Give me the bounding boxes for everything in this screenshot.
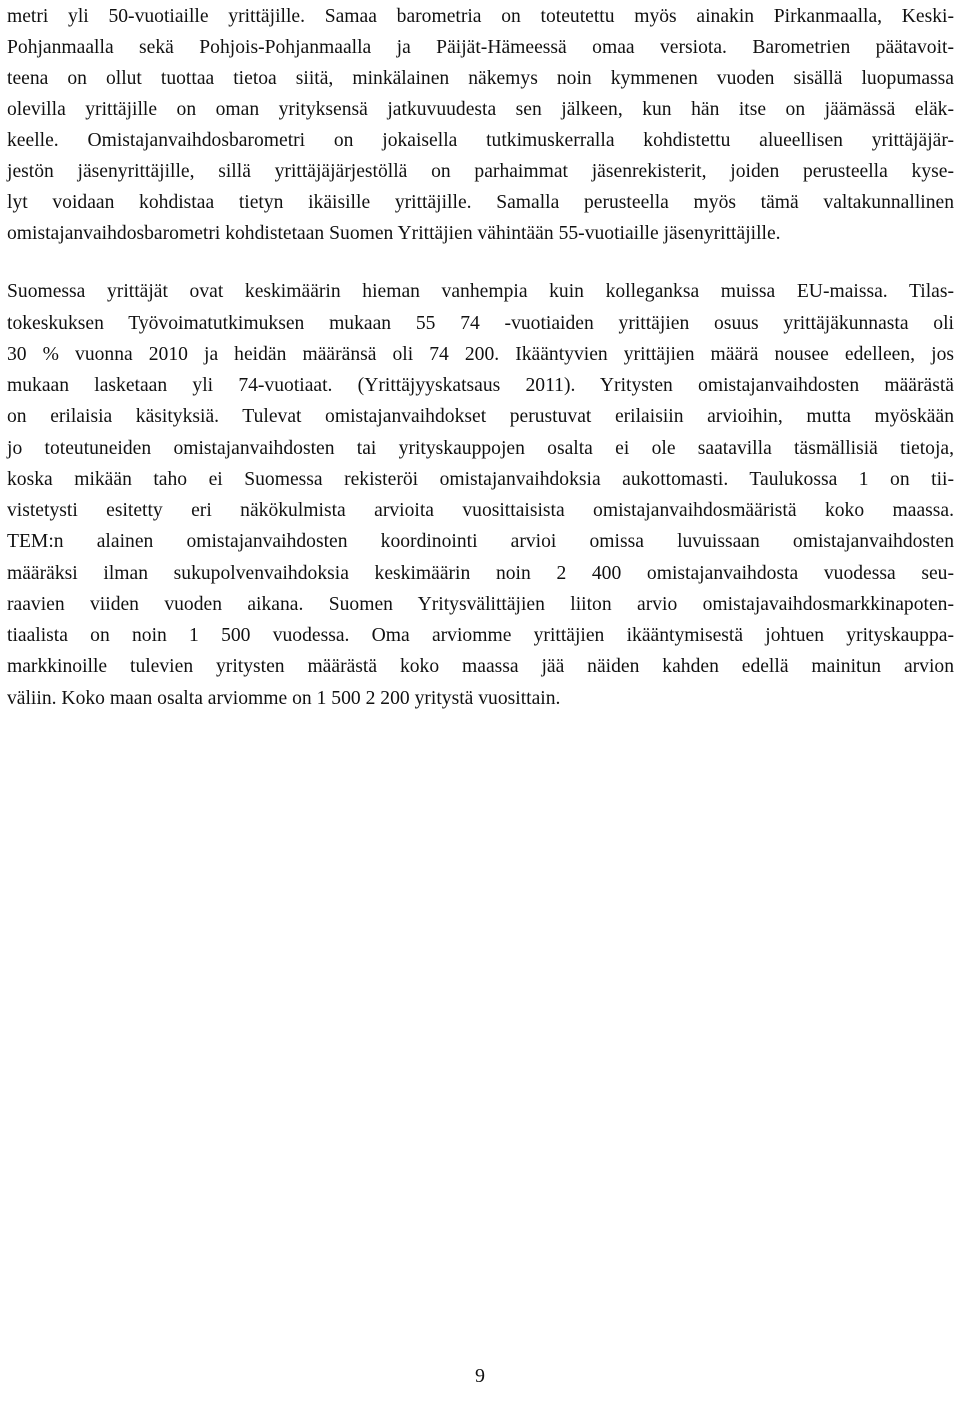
text-line: olevilla yrittäjille on oman yrityksensä jatkuvuudesta sen jälkeen, kun hän itse on jäämässä eläk- bbox=[7, 99, 954, 120]
page-number: 9 bbox=[475, 1365, 485, 1387]
text-line: määräksi ilman sukupolvenvaihdoksia keskimäärin noin 2 400 omistajanvaihdosta vuodessa seu- bbox=[7, 563, 954, 584]
text-line: TEM:n alainen omistajanvaihdosten koordinointi arvioi omissa luvuissaan omistajanvaihdosten bbox=[7, 531, 954, 552]
text-line: mukaan lasketaan yli 74-vuotiaat. (Yrittäjyyskatsaus 2011). Yritysten omistajanvaihdosten määrästä bbox=[7, 375, 954, 396]
text-line: 30 % vuonna 2010 ja heidän määränsä oli 74 200. Ikääntyvien yrittäjien määrä nousee edelleen, jos bbox=[7, 344, 954, 365]
text-line: vistetysti esitetty eri näkökulmista arvioita vuosittaisista omistajanvaihdosmääristä koko maassa. bbox=[7, 500, 954, 521]
text-line: teena on ollut tuottaa tietoa siitä, minkälainen näkemys noin kymmenen vuoden sisällä luopumassa bbox=[7, 68, 954, 89]
text-line: väliin. Koko maan osalta arviomme on 1 500 2 200 yritystä vuosittain. bbox=[7, 688, 561, 709]
text-line: Suomessa yrittäjät ovat keskimäärin hieman vanhempia kuin kolleganksa muissa EU-maissa. Tilas- bbox=[7, 281, 954, 302]
text-line: koska mikään taho ei Suomessa rekisteröi omistajanvaihdoksia aukottomasti. Taulukossa 1 on tii- bbox=[7, 469, 954, 490]
text-line: tokeskuksen Työvoimatutkimuksen mukaan 55 74 -vuotiaiden yrittäjien osuus yrittäjäkunnasta oli bbox=[7, 313, 954, 334]
text-line: lyt voidaan kohdistaa tietyn ikäisille yrittäjille. Samalla perusteella myös tämä valtakunnallinen bbox=[7, 192, 954, 213]
text-line: jestön jäsenyrittäjille, sillä yrittäjäjärjestöllä on parhaimmat jäsenrekisterit, joiden perusteella kyse- bbox=[7, 161, 954, 182]
text-line: tiaalista on noin 1 500 vuodessa. Oma arviomme yrittäjien ikääntymisestä johtuen yrityskauppa- bbox=[7, 625, 954, 646]
text-line: on erilaisia käsityksiä. Tulevat omistajanvaihdokset perustuvat erilaisiin arvioihin, mutta myöskään bbox=[7, 406, 954, 427]
text-line: omistajanvaihdosbarometri kohdistetaan Suomen Yrittäjien vähintään 55-vuotiaille jäsenyrittäjille. bbox=[7, 223, 781, 244]
text-line: keelle. Omistajanvaihdosbarometri on jokaisella tutkimuskerralla kohdistettu alueellisen yrittäjäjär- bbox=[7, 130, 954, 151]
text-line: metri yli 50-vuotiaille yrittäjille. Samaa barometria on toteutettu myös ainakin Pirkanmaalla, Keski- bbox=[7, 6, 954, 27]
text-line: jo toteutuneiden omistajanvaihdosten tai yrityskauppojen osalta ei ole saatavilla täsmällisiä tietoja, bbox=[7, 438, 954, 459]
text-line: Pohjanmaalla sekä Pohjois-Pohjanmaalla ja Päijät-Hämeessä omaa versiota. Barometrien päätavoit- bbox=[7, 37, 954, 58]
text-line: markkinoille tulevien yritysten määrästä koko maassa jää näiden kahden edellä mainitun arvion bbox=[7, 656, 954, 677]
text-line: raavien viiden vuoden aikana. Suomen Yritysvälittäjien liiton arvio omistajavaihdosmarkkinapoten- bbox=[7, 594, 954, 615]
